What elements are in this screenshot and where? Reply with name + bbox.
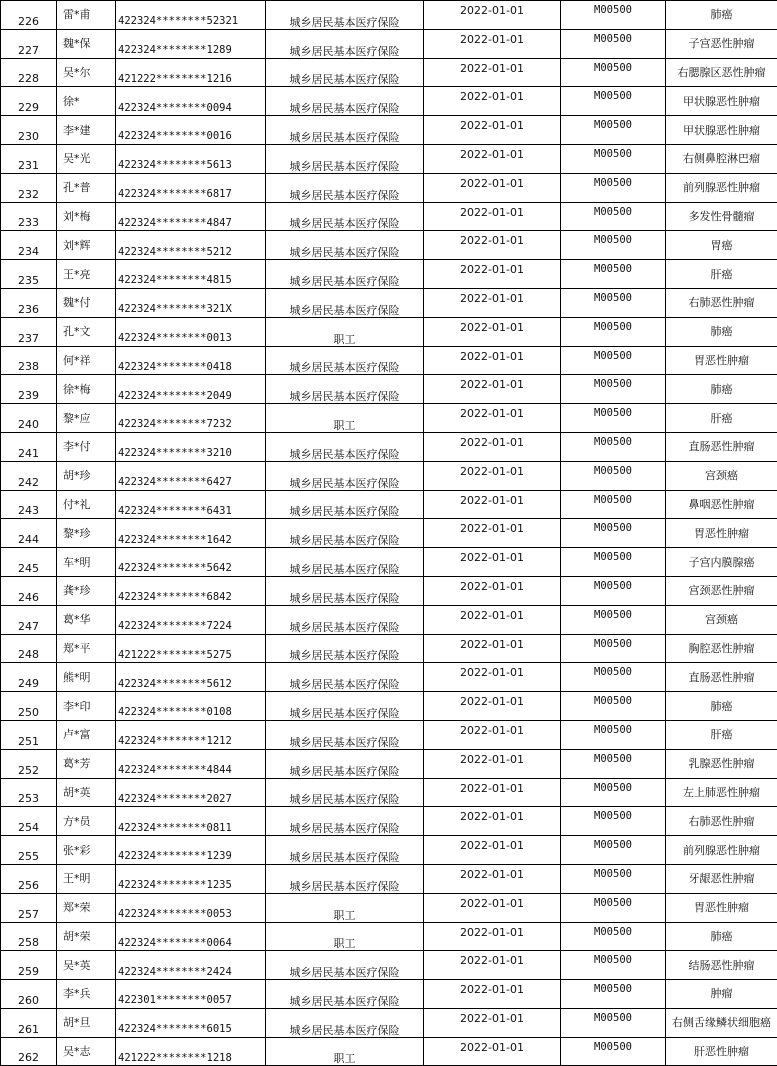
start-date-cell: 2022-01-01 [424, 202, 561, 231]
id-number-cell: 421222********1218 [116, 1037, 266, 1066]
id-number-cell: 422324********5613 [116, 144, 266, 173]
start-date-cell: 2022-01-01 [424, 951, 561, 980]
disease-code-cell: M00500 [561, 548, 666, 577]
diagnosis-cell: 子宫内膜腺癌 [666, 548, 777, 577]
patient-name-cell: 黎*应 [57, 404, 116, 433]
row-number-cell: 259 [1, 951, 57, 980]
patient-name-cell: 熊*明 [57, 663, 116, 692]
row-number-cell: 234 [1, 231, 57, 260]
row-number-cell: 250 [1, 692, 57, 721]
start-date-cell: 2022-01-01 [424, 836, 561, 865]
patient-name-cell: 吴*志 [57, 1037, 116, 1066]
diagnosis-cell: 右侧舌缘鳞状细胞癌 [666, 1008, 777, 1037]
row-number-cell: 236 [1, 288, 57, 317]
row-number-cell: 248 [1, 634, 57, 663]
row-number-cell: 232 [1, 173, 57, 202]
table-row [1, 404, 777, 433]
table-row [1, 29, 777, 58]
id-number-cell: 422324********7232 [116, 404, 266, 433]
row-number-cell: 235 [1, 260, 57, 289]
disease-code-cell: M00500 [561, 807, 666, 836]
insurance-type-cell: 城乡居民基本医疗保险 [266, 490, 424, 519]
disease-code-cell: M00500 [561, 893, 666, 922]
diagnosis-cell: 胃恶性肿瘤 [666, 893, 777, 922]
patient-name-cell: 刘*梅 [57, 202, 116, 231]
id-number-cell: 422324********1239 [116, 836, 266, 865]
patient-name-cell: 徐* [57, 87, 116, 116]
row-number-cell: 260 [1, 980, 57, 1009]
row-number-cell: 247 [1, 605, 57, 634]
diagnosis-cell: 胃恶性肿瘤 [666, 519, 777, 548]
table-row [1, 58, 777, 87]
table-row [1, 807, 777, 836]
row-number-cell: 226 [1, 1, 57, 30]
start-date-cell: 2022-01-01 [424, 634, 561, 663]
disease-code-cell: M00500 [561, 346, 666, 375]
id-number-cell: 422324********5642 [116, 548, 266, 577]
diagnosis-cell: 结肠恶性肿瘤 [666, 951, 777, 980]
start-date-cell: 2022-01-01 [424, 490, 561, 519]
disease-code-cell: M00500 [561, 144, 666, 173]
id-number-cell: 422324********7224 [116, 605, 266, 634]
disease-code-cell: M00500 [561, 317, 666, 346]
disease-code-cell: M00500 [561, 519, 666, 548]
start-date-cell: 2022-01-01 [424, 58, 561, 87]
start-date-cell: 2022-01-01 [424, 807, 561, 836]
patient-name-cell: 孔*普 [57, 173, 116, 202]
records-body [1, 1, 777, 1066]
table-row [1, 778, 777, 807]
insurance-type-cell: 城乡居民基本医疗保险 [266, 87, 424, 116]
table-row [1, 231, 777, 260]
insurance-type-cell: 城乡居民基本医疗保险 [266, 375, 424, 404]
insurance-type-cell: 职工 [266, 922, 424, 951]
start-date-cell: 2022-01-01 [424, 749, 561, 778]
start-date-cell: 2022-01-01 [424, 980, 561, 1009]
insurance-type-cell: 职工 [266, 1037, 424, 1066]
disease-code-cell: M00500 [561, 288, 666, 317]
disease-code-cell: M00500 [561, 720, 666, 749]
table-row [1, 663, 777, 692]
insurance-type-cell: 城乡居民基本医疗保险 [266, 864, 424, 893]
patient-name-cell: 李*兵 [57, 980, 116, 1009]
row-number-cell: 243 [1, 490, 57, 519]
patient-name-cell: 葛*华 [57, 605, 116, 634]
row-number-cell: 244 [1, 519, 57, 548]
insurance-type-cell: 职工 [266, 404, 424, 433]
row-number-cell: 242 [1, 461, 57, 490]
diagnosis-cell: 肺癌 [666, 317, 777, 346]
patient-name-cell: 李*付 [57, 432, 116, 461]
diagnosis-cell: 肺癌 [666, 922, 777, 951]
row-number-cell: 245 [1, 548, 57, 577]
patient-name-cell: 何*祥 [57, 346, 116, 375]
patient-name-cell: 郑*荣 [57, 893, 116, 922]
patient-name-cell: 胡*旦 [57, 1008, 116, 1037]
diagnosis-cell: 前列腺恶性肿瘤 [666, 836, 777, 865]
patient-name-cell: 李*印 [57, 692, 116, 721]
table-row [1, 922, 777, 951]
patient-name-cell: 车*明 [57, 548, 116, 577]
disease-code-cell: M00500 [561, 634, 666, 663]
id-number-cell: 422324********0016 [116, 116, 266, 145]
diagnosis-cell: 甲状腺恶性肿瘤 [666, 87, 777, 116]
table-row [1, 548, 777, 577]
diagnosis-cell: 肿瘤 [666, 980, 777, 1009]
insurance-type-cell: 职工 [266, 893, 424, 922]
patient-name-cell: 胡*珍 [57, 461, 116, 490]
start-date-cell: 2022-01-01 [424, 144, 561, 173]
start-date-cell: 2022-01-01 [424, 720, 561, 749]
insurance-type-cell: 城乡居民基本医疗保险 [266, 778, 424, 807]
row-number-cell: 257 [1, 893, 57, 922]
row-number-cell: 238 [1, 346, 57, 375]
insurance-type-cell: 城乡居民基本医疗保险 [266, 116, 424, 145]
id-number-cell: 422324********6817 [116, 173, 266, 202]
table-row [1, 375, 777, 404]
diagnosis-cell: 甲状腺恶性肿瘤 [666, 116, 777, 145]
patient-name-cell: 魏*保 [57, 29, 116, 58]
table-row [1, 116, 777, 145]
patient-name-cell: 孔*文 [57, 317, 116, 346]
start-date-cell: 2022-01-01 [424, 288, 561, 317]
patient-name-cell: 吴*光 [57, 144, 116, 173]
patient-name-cell: 卢*富 [57, 720, 116, 749]
id-number-cell: 422324********0053 [116, 893, 266, 922]
diagnosis-cell: 左上肺恶性肿瘤 [666, 778, 777, 807]
insurance-type-cell: 城乡居民基本医疗保险 [266, 980, 424, 1009]
id-number-cell: 422324********6431 [116, 490, 266, 519]
diagnosis-cell: 宫颈恶性肿瘤 [666, 576, 777, 605]
id-number-cell: 422324********4844 [116, 749, 266, 778]
start-date-cell: 2022-01-01 [424, 1, 561, 30]
id-number-cell: 422324********6427 [116, 461, 266, 490]
disease-code-cell: M00500 [561, 490, 666, 519]
row-number-cell: 255 [1, 836, 57, 865]
start-date-cell: 2022-01-01 [424, 893, 561, 922]
id-number-cell: 422324********5212 [116, 231, 266, 260]
row-number-cell: 254 [1, 807, 57, 836]
diagnosis-cell: 肺癌 [666, 375, 777, 404]
start-date-cell: 2022-01-01 [424, 1008, 561, 1037]
row-number-cell: 258 [1, 922, 57, 951]
row-number-cell: 230 [1, 116, 57, 145]
id-number-cell: 422324********0811 [116, 807, 266, 836]
disease-code-cell: M00500 [561, 29, 666, 58]
row-number-cell: 252 [1, 749, 57, 778]
disease-code-cell: M00500 [561, 173, 666, 202]
patient-name-cell: 胡*英 [57, 778, 116, 807]
table-row [1, 1, 777, 30]
patient-name-cell: 刘*辉 [57, 231, 116, 260]
diagnosis-cell: 肝癌 [666, 720, 777, 749]
diagnosis-cell: 子宫恶性肿瘤 [666, 29, 777, 58]
start-date-cell: 2022-01-01 [424, 173, 561, 202]
table-row [1, 461, 777, 490]
disease-code-cell: M00500 [561, 404, 666, 433]
disease-code-cell: M00500 [561, 1, 666, 30]
start-date-cell: 2022-01-01 [424, 864, 561, 893]
patient-name-cell: 龚*珍 [57, 576, 116, 605]
patient-name-cell: 吴*尔 [57, 58, 116, 87]
table-row [1, 87, 777, 116]
start-date-cell: 2022-01-01 [424, 519, 561, 548]
row-number-cell: 227 [1, 29, 57, 58]
start-date-cell: 2022-01-01 [424, 548, 561, 577]
diagnosis-cell: 胸腔恶性肿瘤 [666, 634, 777, 663]
disease-code-cell: M00500 [561, 1037, 666, 1066]
patient-name-cell: 徐*梅 [57, 375, 116, 404]
start-date-cell: 2022-01-01 [424, 29, 561, 58]
table-row [1, 1008, 777, 1037]
id-number-cell: 421222********5275 [116, 634, 266, 663]
insurance-type-cell: 城乡居民基本医疗保险 [266, 231, 424, 260]
disease-code-cell: M00500 [561, 749, 666, 778]
id-number-cell: 422324********1289 [116, 29, 266, 58]
start-date-cell: 2022-01-01 [424, 231, 561, 260]
start-date-cell: 2022-01-01 [424, 605, 561, 634]
patient-name-cell: 郑*平 [57, 634, 116, 663]
disease-code-cell: M00500 [561, 663, 666, 692]
table-row [1, 346, 777, 375]
patient-name-cell: 李*建 [57, 116, 116, 145]
disease-code-cell: M00500 [561, 922, 666, 951]
insurance-type-cell: 城乡居民基本医疗保险 [266, 836, 424, 865]
disease-code-cell: M00500 [561, 951, 666, 980]
table-row [1, 288, 777, 317]
patient-name-cell: 王*亮 [57, 260, 116, 289]
start-date-cell: 2022-01-01 [424, 375, 561, 404]
table-row [1, 173, 777, 202]
insurance-type-cell: 城乡居民基本医疗保险 [266, 29, 424, 58]
row-number-cell: 233 [1, 202, 57, 231]
diagnosis-cell: 右腮腺区恶性肿瘤 [666, 58, 777, 87]
row-number-cell: 256 [1, 864, 57, 893]
insurance-type-cell: 城乡居民基本医疗保险 [266, 432, 424, 461]
patient-name-cell: 胡*荣 [57, 922, 116, 951]
diagnosis-cell: 牙龈恶性肿瘤 [666, 864, 777, 893]
row-number-cell: 253 [1, 778, 57, 807]
disease-code-cell: M00500 [561, 116, 666, 145]
insurance-type-cell: 职工 [266, 317, 424, 346]
table-row [1, 260, 777, 289]
id-number-cell: 422324********0094 [116, 87, 266, 116]
insurance-type-cell: 城乡居民基本医疗保险 [266, 519, 424, 548]
disease-code-cell: M00500 [561, 778, 666, 807]
id-number-cell: 422324********6015 [116, 1008, 266, 1037]
insurance-type-cell: 城乡居民基本医疗保险 [266, 202, 424, 231]
disease-code-cell: M00500 [561, 58, 666, 87]
insurance-type-cell: 城乡居民基本医疗保险 [266, 749, 424, 778]
row-number-cell: 241 [1, 432, 57, 461]
insurance-type-cell: 城乡居民基本医疗保险 [266, 1, 424, 30]
id-number-cell: 422324********0064 [116, 922, 266, 951]
start-date-cell: 2022-01-01 [424, 404, 561, 433]
disease-code-cell: M00500 [561, 461, 666, 490]
patient-name-cell: 王*明 [57, 864, 116, 893]
id-number-cell: 421222********1216 [116, 58, 266, 87]
insurance-type-cell: 城乡居民基本医疗保险 [266, 951, 424, 980]
row-number-cell: 246 [1, 576, 57, 605]
diagnosis-cell: 胃癌 [666, 231, 777, 260]
id-number-cell: 422324********2424 [116, 951, 266, 980]
table-row [1, 836, 777, 865]
table-row [1, 720, 777, 749]
id-number-cell: 422324********6842 [116, 576, 266, 605]
disease-code-cell: M00500 [561, 980, 666, 1009]
insurance-type-cell: 城乡居民基本医疗保险 [266, 288, 424, 317]
diagnosis-cell: 乳腺恶性肿瘤 [666, 749, 777, 778]
diagnosis-cell: 直肠恶性肿瘤 [666, 663, 777, 692]
start-date-cell: 2022-01-01 [424, 1037, 561, 1066]
insurance-type-cell: 城乡居民基本医疗保险 [266, 807, 424, 836]
id-number-cell: 422324********2027 [116, 778, 266, 807]
id-number-cell: 422324********1212 [116, 720, 266, 749]
table-row [1, 432, 777, 461]
insurance-type-cell: 城乡居民基本医疗保险 [266, 663, 424, 692]
id-number-cell: 422324********3210 [116, 432, 266, 461]
diagnosis-cell: 右侧鼻腔淋巴瘤 [666, 144, 777, 173]
table-row [1, 864, 777, 893]
table-row [1, 980, 777, 1009]
row-number-cell: 240 [1, 404, 57, 433]
disease-code-cell: M00500 [561, 202, 666, 231]
diagnosis-cell: 肺癌 [666, 692, 777, 721]
table-row [1, 576, 777, 605]
patient-name-cell: 魏*付 [57, 288, 116, 317]
disease-code-cell: M00500 [561, 1008, 666, 1037]
id-number-cell: 422324********0013 [116, 317, 266, 346]
table-row [1, 144, 777, 173]
start-date-cell: 2022-01-01 [424, 432, 561, 461]
id-number-cell: 422324********5612 [116, 663, 266, 692]
diagnosis-cell: 多发性骨髓瘤 [666, 202, 777, 231]
disease-code-cell: M00500 [561, 864, 666, 893]
start-date-cell: 2022-01-01 [424, 317, 561, 346]
disease-code-cell: M00500 [561, 576, 666, 605]
insurance-type-cell: 城乡居民基本医疗保险 [266, 605, 424, 634]
diagnosis-cell: 前列腺恶性肿瘤 [666, 173, 777, 202]
patient-name-cell: 葛*芳 [57, 749, 116, 778]
insurance-type-cell: 城乡居民基本医疗保险 [266, 576, 424, 605]
id-number-cell: 422324********0108 [116, 692, 266, 721]
row-number-cell: 249 [1, 663, 57, 692]
diagnosis-cell: 肺癌 [666, 1, 777, 30]
table-row [1, 634, 777, 663]
start-date-cell: 2022-01-01 [424, 663, 561, 692]
insurance-type-cell: 城乡居民基本医疗保险 [266, 58, 424, 87]
diagnosis-cell: 直肠恶性肿瘤 [666, 432, 777, 461]
diagnosis-cell: 肝癌 [666, 260, 777, 289]
id-number-cell: 422324********1235 [116, 864, 266, 893]
row-number-cell: 251 [1, 720, 57, 749]
disease-code-cell: M00500 [561, 87, 666, 116]
id-number-cell: 422324********4815 [116, 260, 266, 289]
start-date-cell: 2022-01-01 [424, 260, 561, 289]
diagnosis-cell: 宫颈癌 [666, 461, 777, 490]
diagnosis-cell: 右肺恶性肿瘤 [666, 288, 777, 317]
patient-name-cell: 吴*英 [57, 951, 116, 980]
start-date-cell: 2022-01-01 [424, 461, 561, 490]
id-number-cell: 422324********2049 [116, 375, 266, 404]
insurance-type-cell: 城乡居民基本医疗保险 [266, 260, 424, 289]
row-number-cell: 262 [1, 1037, 57, 1066]
patient-name-cell: 方*员 [57, 807, 116, 836]
id-number-cell: 422301********0057 [116, 980, 266, 1009]
diagnosis-cell: 肝癌 [666, 404, 777, 433]
row-number-cell: 261 [1, 1008, 57, 1037]
start-date-cell: 2022-01-01 [424, 778, 561, 807]
id-number-cell: 422324********1642 [116, 519, 266, 548]
disease-code-cell: M00500 [561, 605, 666, 634]
patient-name-cell: 张*彩 [57, 836, 116, 865]
insurance-type-cell: 城乡居民基本医疗保险 [266, 692, 424, 721]
row-number-cell: 231 [1, 144, 57, 173]
diagnosis-cell: 鼻咽恶性肿瘤 [666, 490, 777, 519]
insurance-type-cell: 城乡居民基本医疗保险 [266, 720, 424, 749]
disease-code-cell: M00500 [561, 692, 666, 721]
disease-code-cell: M00500 [561, 375, 666, 404]
table-row [1, 605, 777, 634]
disease-code-cell: M00500 [561, 260, 666, 289]
insurance-type-cell: 城乡居民基本医疗保险 [266, 634, 424, 663]
id-number-cell: 422324********321X [116, 288, 266, 317]
insurance-type-cell: 城乡居民基本医疗保险 [266, 461, 424, 490]
disease-code-cell: M00500 [561, 836, 666, 865]
patient-name-cell: 黎*珍 [57, 519, 116, 548]
start-date-cell: 2022-01-01 [424, 922, 561, 951]
disease-code-cell: M00500 [561, 231, 666, 260]
disease-code-cell: M00500 [561, 432, 666, 461]
id-number-cell: 422324********4847 [116, 202, 266, 231]
start-date-cell: 2022-01-01 [424, 346, 561, 375]
table-row [1, 951, 777, 980]
insurance-type-cell: 城乡居民基本医疗保险 [266, 1008, 424, 1037]
table-row [1, 202, 777, 231]
table-row [1, 519, 777, 548]
patient-name-cell: 付*礼 [57, 490, 116, 519]
diagnosis-cell: 右肺恶性肿瘤 [666, 807, 777, 836]
diagnosis-cell: 宫颈癌 [666, 605, 777, 634]
insurance-type-cell: 城乡居民基本医疗保险 [266, 548, 424, 577]
start-date-cell: 2022-01-01 [424, 692, 561, 721]
insurance-type-cell: 城乡居民基本医疗保险 [266, 173, 424, 202]
row-number-cell: 229 [1, 87, 57, 116]
diagnosis-cell: 肝恶性肿瘤 [666, 1037, 777, 1066]
table-row [1, 893, 777, 922]
table-row [1, 1037, 777, 1066]
table-row [1, 490, 777, 519]
start-date-cell: 2022-01-01 [424, 576, 561, 605]
row-number-cell: 239 [1, 375, 57, 404]
id-number-cell: 422324********52321 [116, 1, 266, 30]
insurance-type-cell: 城乡居民基本医疗保险 [266, 346, 424, 375]
patient-name-cell: 雷*甫 [57, 1, 116, 30]
table-row [1, 749, 777, 778]
table-row [1, 317, 777, 346]
id-number-cell: 422324********0418 [116, 346, 266, 375]
row-number-cell: 237 [1, 317, 57, 346]
start-date-cell: 2022-01-01 [424, 116, 561, 145]
start-date-cell: 2022-01-01 [424, 87, 561, 116]
insurance-type-cell: 城乡居民基本医疗保险 [266, 144, 424, 173]
table-row [1, 692, 777, 721]
diagnosis-cell: 胃恶性肿瘤 [666, 346, 777, 375]
row-number-cell: 228 [1, 58, 57, 87]
